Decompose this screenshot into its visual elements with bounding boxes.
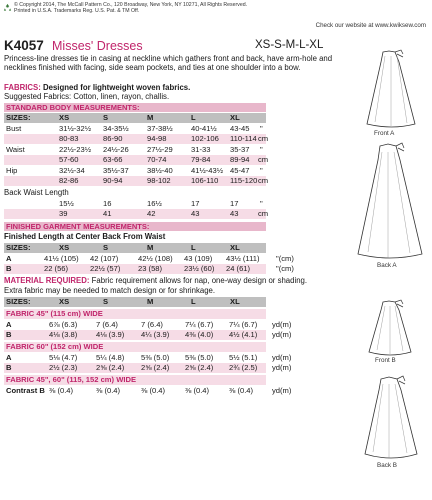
cell: 16½ bbox=[147, 199, 162, 208]
cell: 22½-23½ bbox=[59, 145, 92, 154]
cell: 4⅛ (3.8) bbox=[49, 330, 78, 339]
material-note: Extra fabric may be needed to match design or for shrinkage. bbox=[4, 286, 216, 295]
size-l: L bbox=[191, 297, 196, 306]
cell: ⅜ (0.4) bbox=[49, 386, 74, 395]
cell: 40-41½ bbox=[191, 124, 217, 133]
table-row bbox=[4, 264, 294, 274]
cell: 6⅞ (6.3) bbox=[49, 320, 78, 329]
cell: 41½-43½ bbox=[191, 166, 224, 175]
material-text: Fabric requirement allows for nap, one-way design or shading. bbox=[91, 276, 308, 285]
cell: 90-94 bbox=[103, 176, 123, 185]
fabric-contrast-heading bbox=[4, 375, 266, 385]
body-measurements-header-row bbox=[4, 113, 266, 123]
size-xs: XS bbox=[59, 243, 70, 252]
copyright-line-1: © Copyright 2014, The McCall Pattern Co., 120 Broadway, New York, NY 10271, All Rights Reserved. bbox=[14, 2, 248, 8]
fabric-contrast-title: FABRIC 45", 60" (115, 152 cm) WIDE bbox=[6, 375, 137, 384]
garment-measurements-title: FINISHED GARMENT MEASUREMENTS: bbox=[6, 222, 150, 231]
cell: 23½ (60) bbox=[184, 264, 215, 273]
cell: 43 bbox=[191, 209, 200, 218]
row-label: B bbox=[6, 363, 12, 372]
cell: 16 bbox=[103, 199, 112, 208]
cell: ⅜ (0.4) bbox=[185, 386, 210, 395]
table-row bbox=[4, 166, 266, 176]
size-m: M bbox=[147, 297, 154, 306]
cell: 102-106 bbox=[191, 134, 219, 143]
pattern-description: Princess-line dresses tie in casing at neckline which gathers front and back, have arm-hole and necklines finished with facing, side seam pockets, and ties at one shoulder into a bow. bbox=[4, 54, 333, 72]
unit: cm bbox=[258, 155, 269, 164]
cell: 37-38½ bbox=[147, 124, 173, 133]
cell: 110-114 bbox=[230, 134, 257, 143]
body-measurements-title-bar bbox=[4, 103, 266, 112]
cell: 7 (6.4) bbox=[141, 320, 163, 329]
cell: 5⅜ (5.0) bbox=[185, 353, 214, 362]
fabric-45-heading bbox=[4, 309, 266, 319]
cell: 45-47 bbox=[230, 166, 250, 175]
back-a-illustration bbox=[350, 140, 430, 262]
front-b-illustration bbox=[357, 298, 427, 358]
cell: 24 (61) bbox=[226, 264, 251, 273]
size-s: S bbox=[103, 113, 109, 122]
unit: " bbox=[260, 166, 263, 175]
suggested-fabrics: Suggested Fabrics: Cotton, linen, rayon, challis. bbox=[4, 92, 170, 101]
cell: 43 bbox=[230, 209, 239, 218]
cell: ⅜ (0.4) bbox=[96, 386, 121, 395]
unit: cm bbox=[258, 176, 269, 185]
copyright-line-2: Printed in U.S.A. Trademarks Reg. U.S. Pat. & TM Off. bbox=[14, 8, 140, 15]
cell: 43-45 bbox=[230, 124, 250, 133]
cell: 43 (109) bbox=[184, 254, 213, 263]
size-xs: XS bbox=[59, 113, 70, 122]
cell: 4⅜ (4.0) bbox=[185, 330, 214, 339]
cell: 42½ (108) bbox=[138, 254, 173, 263]
cell: 17 bbox=[230, 199, 239, 208]
cell: 79-84 bbox=[191, 155, 211, 164]
recycle-icon bbox=[3, 3, 12, 12]
table-row bbox=[4, 124, 266, 134]
cell: 41½ (105) bbox=[44, 254, 79, 263]
pattern-number: K4057 bbox=[4, 38, 44, 53]
cell: 7¼ (6.7) bbox=[185, 320, 214, 329]
cell: 82-86 bbox=[59, 176, 79, 185]
table-row bbox=[4, 176, 269, 186]
garment-header-row bbox=[4, 243, 266, 253]
table-row bbox=[4, 199, 266, 209]
table-row bbox=[4, 363, 292, 373]
table-row bbox=[4, 209, 269, 219]
row-label: A bbox=[6, 353, 12, 362]
unit: yd(m) bbox=[272, 353, 292, 362]
cell: 22 (56) bbox=[44, 264, 69, 273]
cell: ⅜ (0.4) bbox=[141, 386, 166, 395]
cell: 5⅛ (4.7) bbox=[49, 353, 78, 362]
body-measurements-title: STANDARD BODY MEASUREMENTS: bbox=[6, 103, 140, 112]
cell: ⅜ (0.4) bbox=[229, 386, 254, 395]
sizes-label: SIZES: bbox=[6, 113, 31, 122]
size-s: S bbox=[103, 297, 109, 306]
table-row bbox=[4, 155, 269, 165]
row-label: Bust bbox=[6, 124, 22, 133]
cell: 23 (58) bbox=[138, 264, 163, 273]
cell: 115-120 bbox=[230, 176, 258, 185]
table-row bbox=[4, 386, 292, 396]
row-label: B bbox=[6, 264, 12, 273]
row-label: Contrast B bbox=[6, 386, 45, 395]
cell: 86-90 bbox=[103, 134, 123, 143]
back-b-illustration bbox=[353, 374, 429, 462]
cell: 89-94 bbox=[230, 155, 250, 164]
fabric-45-title: FABRIC 45" (115 cm) WIDE bbox=[6, 309, 103, 318]
cell: 31-33 bbox=[191, 145, 211, 154]
size-xs: XS bbox=[59, 297, 70, 306]
unit: yd(m) bbox=[272, 363, 292, 372]
unit: cm bbox=[258, 209, 269, 218]
cell: 2½ (2.3) bbox=[49, 363, 78, 372]
row-label: B bbox=[6, 330, 12, 339]
cell: 35-37 bbox=[230, 145, 250, 154]
fabric-60-heading bbox=[4, 342, 266, 352]
cell: 27½-29 bbox=[147, 145, 173, 154]
row-label: Waist bbox=[6, 145, 25, 154]
website-line: Check our website at www.kwiksew.com bbox=[315, 22, 426, 29]
cell: 4½ (4.1) bbox=[229, 330, 258, 339]
cell: 2¾ (2.5) bbox=[229, 363, 258, 372]
size-l: L bbox=[191, 113, 196, 122]
cell: 17 bbox=[191, 199, 200, 208]
fabrics-text: Designed for lightweight woven fabrics. bbox=[43, 83, 191, 92]
cell: 7 (6.4) bbox=[96, 320, 118, 329]
cell: 32½-34 bbox=[59, 166, 85, 175]
cell: 34-35½ bbox=[103, 124, 129, 133]
copyright-notice bbox=[14, 2, 274, 14]
size-xl: XL bbox=[230, 297, 240, 306]
back-b-caption: Back B bbox=[377, 462, 397, 469]
unit: "(cm) bbox=[276, 264, 294, 273]
garment-subtitle: Finished Length at Center Back From Waist bbox=[4, 232, 166, 241]
back-waist-label: Back Waist Length bbox=[4, 188, 69, 197]
cell: 35½-37 bbox=[103, 166, 129, 175]
row-label: A bbox=[6, 320, 12, 329]
table-row bbox=[4, 254, 294, 264]
cell: 38½-40 bbox=[147, 166, 173, 175]
cell: 2⅝ (2.4) bbox=[96, 363, 125, 372]
front-a-caption: Front A bbox=[374, 130, 395, 137]
front-b-caption: Front B bbox=[375, 357, 396, 364]
cell: 63-66 bbox=[103, 155, 123, 164]
cell: 98-102 bbox=[147, 176, 171, 185]
table-row bbox=[4, 134, 269, 144]
cell: 5¼ (4.8) bbox=[96, 353, 125, 362]
unit: " bbox=[260, 124, 263, 133]
unit: cm bbox=[258, 134, 269, 143]
unit: yd(m) bbox=[272, 320, 292, 329]
row-label: A bbox=[6, 254, 12, 263]
back-a-caption: Back A bbox=[377, 262, 397, 269]
unit: "(cm) bbox=[276, 254, 294, 263]
front-a-illustration bbox=[355, 48, 429, 130]
fabric-60-title: FABRIC 60" (152 cm) WIDE bbox=[6, 342, 104, 351]
cell: 42 bbox=[147, 209, 156, 218]
pattern-name: Misses' Dresses bbox=[52, 39, 143, 53]
size-range: XS-S-M-L-XL bbox=[255, 39, 324, 51]
fabrics-line bbox=[4, 83, 190, 92]
cell: 57-60 bbox=[59, 155, 79, 164]
size-xl: XL bbox=[230, 243, 240, 252]
size-s: S bbox=[103, 243, 109, 252]
table-row bbox=[4, 145, 266, 155]
unit: " bbox=[260, 145, 263, 154]
cell: 94-98 bbox=[147, 134, 167, 143]
table-row bbox=[4, 320, 292, 330]
cell: 22½ (57) bbox=[90, 264, 121, 273]
sizes-label: SIZES: bbox=[6, 297, 31, 306]
unit: yd(m) bbox=[272, 330, 292, 339]
cell: 43½ (111) bbox=[226, 254, 260, 263]
cell: 5½ (5.1) bbox=[229, 353, 258, 362]
cell: 80-83 bbox=[59, 134, 79, 143]
unit: yd(m) bbox=[272, 386, 292, 395]
cell: 2⅝ (2.4) bbox=[185, 363, 214, 372]
cell: 70-74 bbox=[147, 155, 167, 164]
cell: 106-110 bbox=[191, 176, 219, 185]
material-line bbox=[4, 276, 307, 285]
row-label: Hip bbox=[6, 166, 18, 175]
cell: 7¼ (6.7) bbox=[229, 320, 258, 329]
yardage-header-row bbox=[4, 297, 266, 307]
cell: 15½ bbox=[59, 199, 74, 208]
cell: 4⅛ (3.9) bbox=[96, 330, 125, 339]
table-row bbox=[4, 353, 292, 363]
size-l: L bbox=[191, 243, 196, 252]
table-row bbox=[4, 330, 292, 340]
material-label: MATERIAL REQUIRED: bbox=[4, 276, 90, 285]
cell: 2⅝ (2.4) bbox=[141, 363, 170, 372]
size-m: M bbox=[147, 243, 154, 252]
cell: 24½-26 bbox=[103, 145, 129, 154]
cell: 42 (107) bbox=[90, 254, 119, 263]
fabrics-label: FABRICS: bbox=[4, 83, 41, 92]
cell: 4¼ (3.9) bbox=[141, 330, 170, 339]
garment-measurements-title-bar bbox=[4, 222, 266, 231]
cell: 5⅜ (5.0) bbox=[141, 353, 170, 362]
cell: 31½-32½ bbox=[59, 124, 92, 133]
size-m: M bbox=[147, 113, 154, 122]
sizes-label: SIZES: bbox=[6, 243, 31, 252]
unit: " bbox=[260, 199, 263, 208]
cell: 39 bbox=[59, 209, 68, 218]
cell: 41 bbox=[103, 209, 112, 218]
size-xl: XL bbox=[230, 113, 240, 122]
